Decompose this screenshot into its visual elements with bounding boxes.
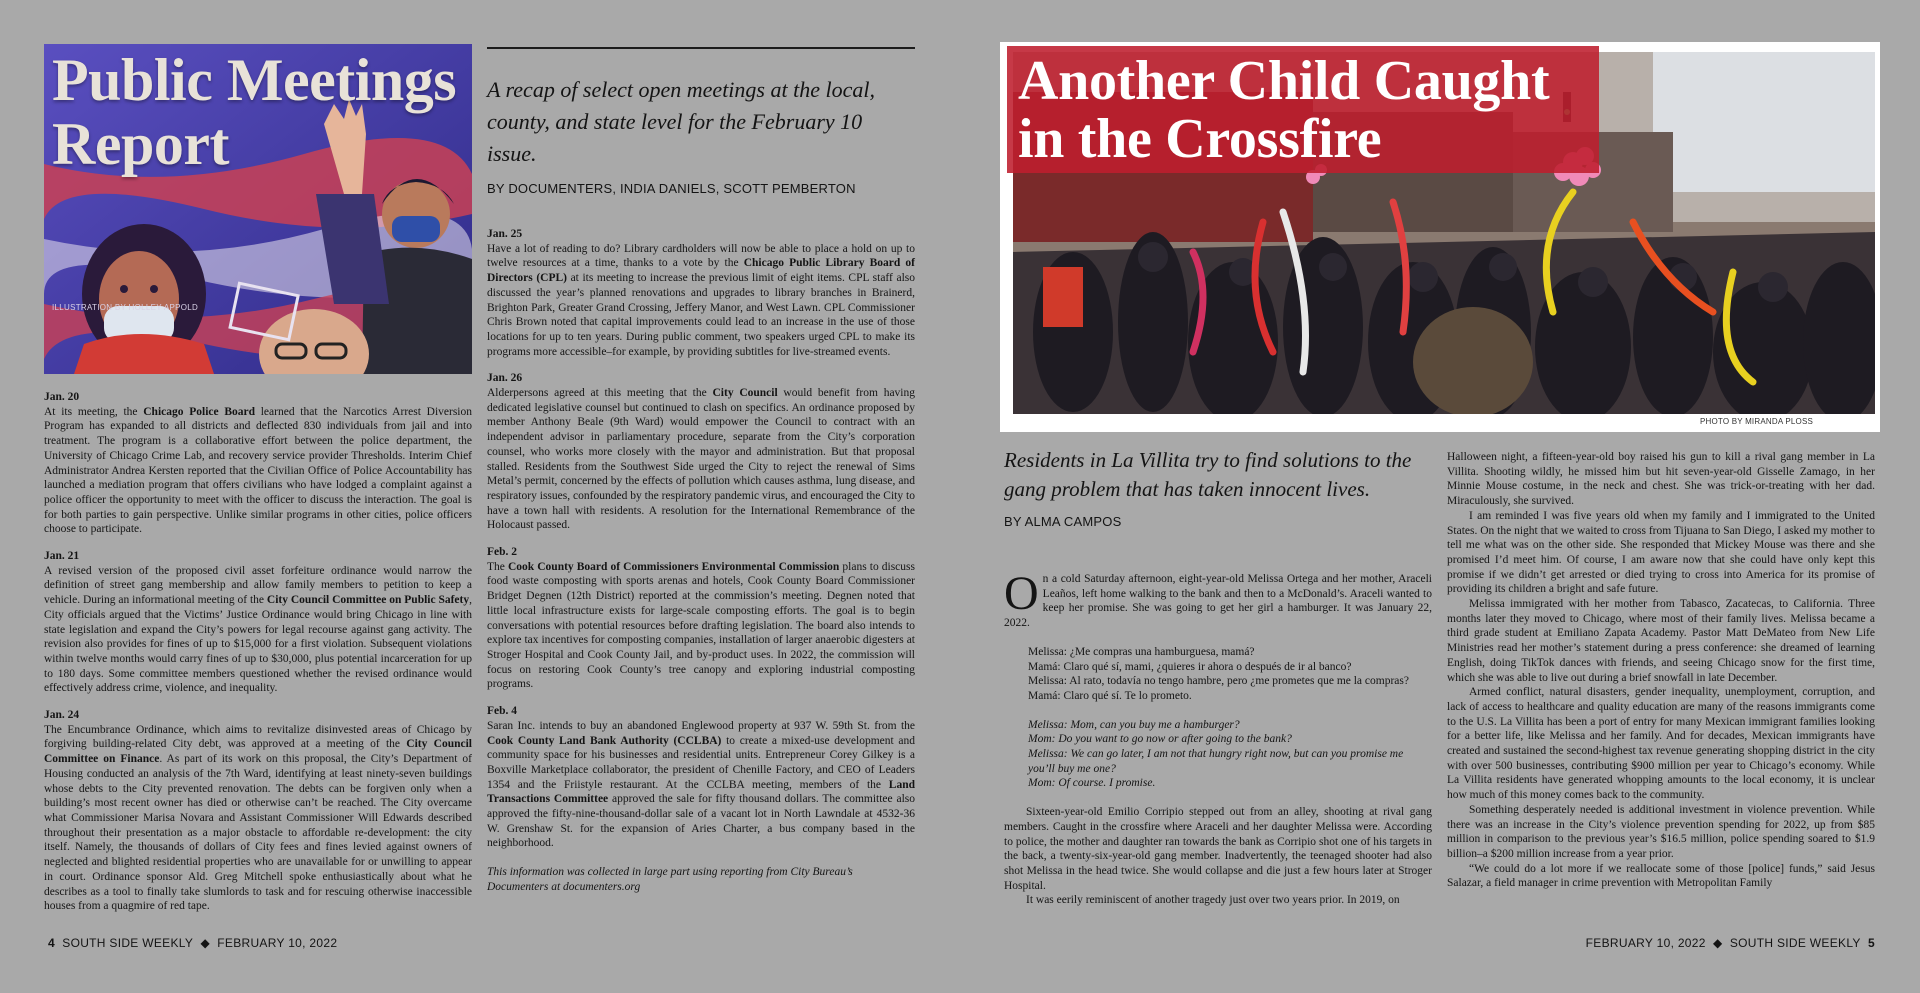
right-column-2 <box>1447 450 1875 891</box>
issue-date: FEBRUARY 10, 2022 <box>1585 936 1706 950</box>
illustration-credit: ILLUSTRATION BY HOLLEY APPOLD <box>52 303 199 312</box>
public-meetings-deck: A recap of select open meetings at the local, county, and state level for the February 10 issue. <box>487 77 875 166</box>
body-paragraph: Melissa immigrated with her mother from Tabasco, Zacatecas, to California. Three months later they moved to Chicago, where most of their family lives. Melissa became a third grade student at Emiliano Zapata Academy. Pastor Matt DeMateo from New Life Ministries read her mother’s statement during a press conference: she dreamed of learning English, doing TikTok dances with friends, and seeing Chicago snow for the first time, which she was able to live out during a brief snowfall in late December. <box>1447 598 1875 684</box>
dialog-line: Melissa: ¿Me compras una hamburguesa, mamá? <box>1028 645 1255 658</box>
left-column-2 <box>487 227 915 895</box>
dialog-line: Melissa: Mom, can you buy me a hamburger? <box>1028 718 1240 731</box>
dialog-line: Mamá: Claro qué sí, mami, ¿quieres ir ahora o después de ir al banco? <box>1028 660 1352 673</box>
title-line-1: Public Meetings <box>52 47 457 113</box>
header-rule <box>487 47 915 49</box>
right-column-1 <box>1004 567 1432 908</box>
dialog-line: Melissa: Al rato, todavía no tengo hambre, pero ¿me prometes que me la compras? <box>1028 675 1409 688</box>
dialog-line: Mom: Of course. I promise. <box>1028 777 1156 790</box>
public-meetings-byline: BY DOCUMENTERS, INDIA DANIELS, SCOTT PEMBERTON <box>487 181 856 196</box>
lede-text: n a cold Saturday afternoon, eight-year-old Melissa Ortega and her mother, Araceli Leaños, left home walking to the bank and then to a McDonald’s. Araceli wanted to keep her promise. She was going to get her girl a hamburger. It was January 22, 2022. <box>1004 573 1432 630</box>
closing-note: This information was collected in large part using reporting from City Bureau’s Documenters at documenters.org <box>487 866 853 893</box>
entry-body: Saran Inc. intends to buy an abandoned Englewood property at 937 W. 59th St. from the Cook County Land Bank Authority (CCLBA) to create a mixed-use development and community space for his businesses and residential units. Entrepreneur Corey Gilkey is a Boxville Marketplace collaborator, the president of Chenille Factory, and CEO of Leaders 1354 and the Friistyle restaurant. At the CCLBA meeting, members of the Land Transactions Committee approved the sale for fifty thousand dollars. The committee also approved the fifty-nine-thousand-dollar sale of a vacant lot in North Lawndale at 4532-36 W. Grenshaw St. for the expansion of Aries Charter, a bus company based in the neighborhood. <box>487 719 915 850</box>
crossfire-byline: BY ALMA CAMPOS <box>1004 514 1122 529</box>
publication-name: SOUTH SIDE WEEKLY <box>1729 936 1861 950</box>
spanish-dialog <box>1004 645 1432 704</box>
dialog-line: Mamá: Claro qué sí. Te lo prometo. <box>1028 689 1192 702</box>
crossfire-deck: Residents in La Villita try to find solutions to the gang problem that has taken innocent lives. <box>1004 448 1412 501</box>
entry-date: Feb. 4 <box>487 705 518 718</box>
entry-body: The Encumbrance Ordinance, which aims to revitalize disinvested areas of Chicago by forgiving building-related City debt, was approved at a meeting of the City Council Committee on Finance. As part of its work on this proposal, the City’s Department of Housing conducted an analysis of the 7th Ward, identifying at least ninety-seven buildings whose debts to the City prevented renovation. The debts can be forgiven only when a building’s most recent owner has died or otherwise can’t be reached. The City overcame what Commissioner Marisa Novara and Assistant Commissioner Will Edwards described throughout their presentation as a major obstacle to affordable re-development: the city itself. Namely, the thousands of dollars of City fees and fines levied against owners of neglected and blighted residential properties who are unavailable for or unwilling to appear in court. Ordinance sponsor Ald. Greg Mitchell spoke enthusiastically about what he describes as a tool to finally take slumlords to task and for rescuing otherwise inaccessible houses from a quagmire of red tape. <box>44 723 472 913</box>
entry-date: Jan. 26 <box>487 372 523 385</box>
drop-cap: O <box>1004 567 1039 620</box>
english-dialog <box>1004 718 1432 792</box>
body-paragraph: “We could do a lot more if we reallocate some of those [police] funds,” said Jesus Salazar, a field manager in crime prevention with Metropolitan Family <box>1447 862 1875 890</box>
entry-body: At its meeting, the Chicago Police Board learned that the Narcotics Arrest Diversion Program has expanded to all districts and deflected 830 individuals from jail and into treatment. The program is a collaborative effort between the police department, the University of Chicago Crime Lab, and recovery service provider Thresholds. Interim Chief Administrator Andrea Kersten reported that the Civilian Office of Police Accountability has launched a mediation program that offers civilians who have lodged a complaint against a police officer the opportunity to meet with the officer to discuss the interaction. The goal is for both parties to gain perspective. Unlike similar programs in other cities, police officers choose to participate. <box>44 405 473 536</box>
body-paragraph: Halloween night, a fifteen-year-old boy raised his gun to kill a rival gang member in La Villita. Shooting wildly, he missed him but hit seven-year-old Gisselle Zamago, in her Minnie Mouse costume, in the neck and chest. She was trick-or-treating with her dad. Miraculously, she survived. <box>1447 451 1875 508</box>
entry-body: Have a lot of reading to do? Library cardholders will now be able to place a hold on up to twelve resources at a time, thanks to a vote by the Chicago Public Library Board of Directors (CPL) at its meeting to increase the previous limit of eight items. CPL staff also discussed the year’s planned renovations and upgrades to library branches in Brainerd, Brighton Park, Greater Grand Crossing, Jeffery Manor, and West Lawn. CPL Commissioner Chris Brown noted that capital improvements could lead to an increase in the use of those locations for up to ten years. During public comment, two speakers urged CPL to make its programs more accessible–for example, by providing subtitles for live-streamed events. <box>487 242 916 358</box>
entry-body: A revised version of the proposed civil asset forfeiture ordinance would narrow the definition of street gang membership and allow family members to petition to keep a vehicle. During an informational meeting of the City Council Committee on Public Safety, City officials argued that the Victims’ Justice Ordinance would bring Chicago in line with state legislation and expand the City’s powers for legal recourse against gang activity. The revision also provides for fines of up to $15,000 for a first violation. Subsequent violations within twelve months would carry fines of up to $30,000, plus potential incarceration for up to 180 days. Some committee members questioned whether the revised ordinance would effectively address crime, violence, and inequality. <box>44 564 472 695</box>
crossfire-headline <box>1018 52 1549 168</box>
body-paragraph: Sixteen-year-old Emilio Corripio stepped out from an alley, shooting at rival gang members. Caught in the crossfire where Araceli and her daughter Melissa were. According to police, the mother and daughter ran towards the bank as Corripio shot one of his targets in the back, a twenty-six-year-old gang member. Inadvertently, the teenaged shooter had also shot Melissa in the head twice. She would collapse and die just a few hours later at Stroger Hospital. <box>1004 806 1432 892</box>
diamond-separator-icon: ◆ <box>1713 936 1723 950</box>
entry-body: Alderpersons agreed at this meeting that the City Council would benefit from having dedicated legislative counsel but continued to clash on specifics. An ordinance proposed by member Anthony Beale (9th Ward) would empower the Council to contract with an independent advisor in parliamentary procedure, separate from the City’s corporation counsel, who works more closely with the mayor and administration. But that proposal stalled. Residents from the Southwest Side urged the City to reject the renewal of Sims Metal’s permit, concerned by the effects of pollution which causes asthma, lung disease, and respiratory issues, confounded by the respiratory pandemic virus, and encouraged the City to have a town hall with residents. A resolution for the International Remembrance of the Holocaust passed. <box>487 387 915 532</box>
publication-name: SOUTH SIDE WEEKLY <box>62 936 194 950</box>
entry-date: Jan. 21 <box>44 550 80 563</box>
dialog-line: Mom: Do you want to go now or after going to the bank? <box>1028 733 1292 746</box>
entry-body: The Cook County Board of Commissioners Environmental Commission plans to discuss food waste composting with sports arenas and hotels, Cook County Board Commissioner Bridget Degnen (12th District) reported at the commission’s meeting. Degnen noted that little local infrastructure exists for large-scale composting efforts. The goal is to begin conversations with potential resources before drafting legislation. The board also intends to explore tax incentives for composting companies, installation of larger anaerobic digesters at Stroger Hospital and Cook County Jail, and by-product uses. In 2022, the commission will focus on restoring Cook County’s tree canopy and exploring industrial composting programs. <box>487 560 915 691</box>
photo-credit: PHOTO BY MIRANDA PLOSS <box>1700 417 1814 426</box>
lede-paragraph <box>1004 567 1432 631</box>
issue-date: FEBRUARY 10, 2022 <box>217 936 338 950</box>
entry-date: Jan. 20 <box>44 391 80 403</box>
left-footer <box>48 936 337 950</box>
title-line-2: Report <box>52 111 229 177</box>
left-column-1 <box>44 390 472 914</box>
body-paragraph: I am reminded I was five years old when my family and I immigrated to the United States. On the night that we waited to cross from Tijuana to San Diego, I asked my mother to tell me what was on the other side. She responded that Mickey Mouse was there and she promised I’d meet him. Of course, I am aware now that she could have only kept this promise if we didn’t get arrested or died trying to cross into America for its promise of providing its children a bright and safe future. <box>1447 509 1875 596</box>
headline-line-2: in the Crossfire <box>1018 108 1382 170</box>
diamond-separator-icon: ◆ <box>200 936 210 950</box>
entry-date: Jan. 25 <box>487 228 523 240</box>
headline-line-1: Another Child Caught <box>1018 50 1550 112</box>
page-number: 5 <box>1868 936 1875 950</box>
dialog-line: Melissa: We can go later, I am not that hungry right now, but can you promise me you’ll buy me one? <box>1028 748 1404 775</box>
page-number: 4 <box>48 936 55 950</box>
body-paragraph: Armed conflict, natural disasters, gender inequality, unemployment, corruption, and lack of access to healthcare and quality education are many of the reasons immigrants come to the U.S. La Villita has been a port of entry for many Mexican immigrant families looking for a better life, like Melissa and her family. And for decades, Mexican immigrants have created and sustained the second-highest tax revenue generating shopping district in the city with over 500 businesses, contributing $900 million per year to Chicago’s economy. While La Villita residents have generated whopping amounts to the local economy, it is unclear how much of this money comes back to the community. <box>1447 686 1875 802</box>
body-paragraph: It was eerily reminiscent of another tragedy just over two years prior. In 2019, on <box>1026 894 1400 907</box>
entry-date: Jan. 24 <box>44 709 80 722</box>
public-meetings-title <box>52 48 456 176</box>
body-paragraph: Something desperately needed is additional investment in violence prevention. While there was an increase in the City’s violence prevention spending for 2022, up from $85 million in comparison to the previous year’s $16.5 million, police spending soared to $1.9 billion–a $200 million increase from a year prior. <box>1447 803 1875 860</box>
entry-date: Feb. 2 <box>487 546 518 559</box>
right-footer <box>1586 936 1875 950</box>
